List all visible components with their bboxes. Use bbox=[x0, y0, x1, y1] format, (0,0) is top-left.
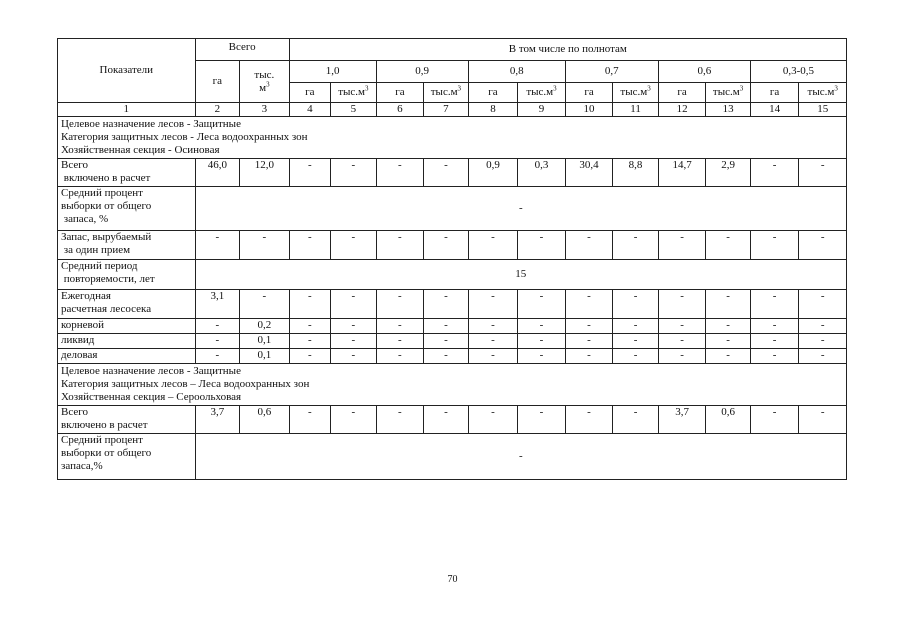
value-cell: 12,0 bbox=[240, 159, 290, 187]
column-number: 2 bbox=[195, 103, 240, 117]
value-cell: - bbox=[518, 319, 566, 334]
cubic-superscript: 3 bbox=[739, 84, 744, 93]
header-ha: га bbox=[195, 61, 240, 103]
value-cell: - bbox=[376, 349, 424, 364]
value-cell: 46,0 bbox=[195, 159, 240, 187]
value-cell: - bbox=[706, 334, 751, 349]
header-th-m3 bbox=[706, 83, 751, 103]
unit-label: тыс.м bbox=[526, 86, 554, 98]
value-cell: - bbox=[750, 319, 799, 334]
value-cell: - bbox=[376, 231, 424, 260]
value-cell: - bbox=[799, 159, 847, 187]
value-cell: 0,6 bbox=[240, 406, 290, 434]
row-label bbox=[58, 260, 196, 290]
column-number: 1 bbox=[58, 103, 196, 117]
value-cell: - bbox=[195, 349, 240, 364]
value-cell: - bbox=[613, 334, 659, 349]
row-label-line: расчетная лесосека bbox=[61, 303, 152, 315]
value-cell: 14,7 bbox=[658, 159, 706, 187]
value-cell: - bbox=[331, 159, 377, 187]
value-cell: - bbox=[424, 406, 469, 434]
value-cell: - bbox=[658, 231, 706, 260]
value-cell: 0,6 bbox=[706, 406, 751, 434]
row-label bbox=[58, 290, 196, 319]
cubic-superscript: 3 bbox=[457, 84, 462, 93]
value-cell: - bbox=[289, 159, 330, 187]
header-th-m3 bbox=[799, 83, 847, 103]
unit-label: тыс.м bbox=[338, 86, 366, 98]
value-cell: 0,9 bbox=[468, 159, 518, 187]
row-label bbox=[58, 159, 196, 187]
value-cell: - bbox=[195, 231, 240, 260]
value-cell: - bbox=[240, 231, 290, 260]
merged-value: - bbox=[195, 187, 846, 231]
value-cell: - bbox=[565, 349, 613, 364]
column-number: 12 bbox=[658, 103, 706, 117]
sub-row bbox=[58, 319, 847, 334]
row-label-line: повторяемости, лет bbox=[61, 273, 155, 285]
value-cell: - bbox=[750, 159, 799, 187]
column-number: 14 bbox=[750, 103, 799, 117]
header-row bbox=[58, 39, 847, 61]
value-cell: - bbox=[376, 334, 424, 349]
row-label bbox=[58, 434, 196, 480]
row-label-line: Всего bbox=[61, 159, 88, 171]
cubic-superscript: 3 bbox=[647, 84, 651, 93]
annual-row bbox=[58, 290, 847, 319]
row-label-line: выборки от общего bbox=[61, 200, 152, 212]
value-cell: - bbox=[658, 349, 706, 364]
value-cell: - bbox=[799, 406, 847, 434]
sub-row bbox=[58, 349, 847, 364]
header-including: В том числе по полнотам bbox=[289, 39, 846, 61]
value-cell: - bbox=[518, 231, 566, 260]
value-cell: - bbox=[750, 290, 799, 319]
header-th-m3 bbox=[331, 83, 377, 103]
unit-label: тыс.м bbox=[620, 86, 648, 98]
row-label-line: Средний процент bbox=[61, 187, 143, 199]
value-cell: - bbox=[750, 334, 799, 349]
row-label bbox=[58, 406, 196, 434]
column-number: 3 bbox=[240, 103, 290, 117]
row-label-line: запаса, % bbox=[61, 213, 109, 225]
value-cell: - bbox=[658, 319, 706, 334]
value-cell: 30,4 bbox=[565, 159, 613, 187]
value-cell: - bbox=[195, 334, 240, 349]
value-cell: - bbox=[240, 290, 290, 319]
value-cell: - bbox=[750, 406, 799, 434]
value-cell: - bbox=[331, 319, 377, 334]
value-cell: - bbox=[468, 231, 518, 260]
column-number: 13 bbox=[706, 103, 751, 117]
value-cell: - bbox=[799, 290, 847, 319]
row-label bbox=[58, 187, 196, 231]
value-cell: - bbox=[424, 319, 469, 334]
section-header bbox=[58, 364, 847, 406]
cubic-superscript: 3 bbox=[834, 84, 838, 93]
header-density: 0,6 bbox=[658, 61, 750, 83]
value-cell: 3,7 bbox=[658, 406, 706, 434]
section-header-row bbox=[58, 117, 847, 159]
row-label-line: Категория защитных лесов – Леса водоохранных зон bbox=[61, 378, 310, 390]
value-cell: - bbox=[376, 290, 424, 319]
header-total: Всего bbox=[195, 39, 289, 61]
header-density: 0,3-0,5 bbox=[750, 61, 846, 83]
value-cell: - bbox=[518, 290, 566, 319]
header-ha: га bbox=[565, 83, 613, 103]
row-label-line: Ежегодная bbox=[61, 290, 111, 302]
total-row bbox=[58, 406, 847, 434]
value-cell: - bbox=[424, 334, 469, 349]
value-cell: - bbox=[613, 406, 659, 434]
value-cell: - bbox=[289, 334, 330, 349]
column-number: 4 bbox=[289, 103, 330, 117]
column-number: 8 bbox=[468, 103, 518, 117]
row-label-line: Категория защитных лесов - Леса водоохранных зон bbox=[61, 131, 308, 143]
header-th-m3 bbox=[518, 83, 566, 103]
value-cell: - bbox=[376, 406, 424, 434]
section-header bbox=[58, 117, 847, 159]
row-label-line: включено в расчет bbox=[61, 172, 151, 184]
value-cell: 3,7 bbox=[195, 406, 240, 434]
page-number: 70 bbox=[447, 574, 458, 585]
value-cell: - bbox=[331, 290, 377, 319]
row-label-line: Средний процент bbox=[61, 434, 143, 446]
value-cell: 0,1 bbox=[240, 334, 290, 349]
value-cell: - bbox=[799, 319, 847, 334]
row-label-line: Всего bbox=[61, 406, 88, 418]
value-cell: - bbox=[468, 334, 518, 349]
value-cell: - bbox=[518, 349, 566, 364]
value-cell: - bbox=[565, 319, 613, 334]
forest-stats-table bbox=[57, 38, 847, 480]
row-label-line: за один прием bbox=[61, 244, 131, 256]
cubic-superscript: 3 bbox=[266, 79, 270, 88]
column-number: 9 bbox=[518, 103, 566, 117]
sub-row bbox=[58, 334, 847, 349]
value-cell: - bbox=[424, 349, 469, 364]
value-cell: - bbox=[706, 231, 751, 260]
value-cell: - bbox=[289, 290, 330, 319]
value-cell: - bbox=[750, 231, 799, 260]
avg-percent-row bbox=[58, 187, 847, 231]
value-cell: - bbox=[799, 334, 847, 349]
unit-label: тыс.м bbox=[712, 86, 740, 98]
merged-value: - bbox=[195, 434, 846, 480]
header-density: 0,7 bbox=[565, 61, 658, 83]
value-cell: - bbox=[799, 349, 847, 364]
value-cell: - bbox=[331, 334, 377, 349]
unit-m: м bbox=[259, 81, 267, 94]
unit-th: тыс. bbox=[254, 68, 275, 81]
cubic-superscript: 3 bbox=[365, 84, 369, 93]
stock-row bbox=[58, 231, 847, 260]
value-cell: - bbox=[468, 406, 518, 434]
row-label: корневой bbox=[58, 319, 196, 334]
row-label-line: Хозяйственная секция – Сероольховая bbox=[61, 391, 242, 403]
value-cell: - bbox=[424, 231, 469, 260]
value-cell: - bbox=[424, 290, 469, 319]
value-cell: - bbox=[289, 406, 330, 434]
row-label-line: Хозяйственная секция - Осиновая bbox=[61, 144, 220, 156]
value-cell: 0,3 bbox=[518, 159, 566, 187]
value-cell: - bbox=[518, 334, 566, 349]
header-ha: га bbox=[289, 83, 330, 103]
row-label-line: Средний период bbox=[61, 260, 138, 272]
header-density: 0,8 bbox=[468, 61, 565, 83]
row-label-line: Запас, вырубаемый bbox=[61, 231, 152, 243]
value-cell: - bbox=[468, 349, 518, 364]
value-cell: - bbox=[289, 349, 330, 364]
value-cell: - bbox=[331, 406, 377, 434]
column-number: 10 bbox=[565, 103, 613, 117]
value-cell: - bbox=[195, 319, 240, 334]
value-cell: 2,9 bbox=[706, 159, 751, 187]
value-cell: - bbox=[658, 290, 706, 319]
unit-label: тыс.м bbox=[430, 86, 458, 98]
value-cell: - bbox=[750, 349, 799, 364]
value-cell: - bbox=[799, 231, 847, 260]
value-cell: 8,8 bbox=[613, 159, 659, 187]
header-density: 0,9 bbox=[376, 61, 468, 83]
value-cell: - bbox=[518, 406, 566, 434]
column-number: 6 bbox=[376, 103, 424, 117]
section-header-row bbox=[58, 364, 847, 406]
value-cell: - bbox=[331, 231, 377, 260]
header-ha: га bbox=[750, 83, 799, 103]
value-cell: - bbox=[613, 349, 659, 364]
row-label-line: выборки от общего bbox=[61, 447, 152, 459]
header-density: 1,0 bbox=[289, 61, 376, 83]
value-cell: - bbox=[565, 406, 613, 434]
value-cell: - bbox=[468, 319, 518, 334]
value-cell: - bbox=[565, 231, 613, 260]
header-th-m3 bbox=[613, 83, 659, 103]
header-ha: га bbox=[468, 83, 518, 103]
value-cell: - bbox=[613, 231, 659, 260]
column-number: 5 bbox=[331, 103, 377, 117]
cubic-superscript: 3 bbox=[553, 84, 557, 93]
period-row bbox=[58, 260, 847, 290]
value-cell: - bbox=[706, 319, 751, 334]
value-cell: - bbox=[331, 349, 377, 364]
value-cell: - bbox=[376, 319, 424, 334]
avg-percent-row bbox=[58, 434, 847, 480]
merged-value: 15 bbox=[195, 260, 846, 290]
row-label-line: Целевое назначение лесов - Защитные bbox=[61, 118, 241, 130]
value-cell: - bbox=[565, 334, 613, 349]
value-cell: - bbox=[376, 159, 424, 187]
column-number: 7 bbox=[424, 103, 469, 117]
header-th-m3 bbox=[240, 61, 290, 103]
column-numbers-row bbox=[58, 103, 847, 117]
value-cell: - bbox=[289, 231, 330, 260]
row-label-line: включено в расчет bbox=[61, 419, 148, 431]
row-label bbox=[58, 231, 196, 260]
value-cell: - bbox=[613, 319, 659, 334]
value-cell: 0,1 bbox=[240, 349, 290, 364]
row-label-line: Целевое назначение лесов - Защитные bbox=[61, 365, 241, 377]
value-cell: - bbox=[613, 290, 659, 319]
row-label: ликвид bbox=[58, 334, 196, 349]
value-cell: - bbox=[565, 290, 613, 319]
value-cell: - bbox=[424, 159, 469, 187]
header-ha: га bbox=[376, 83, 424, 103]
row-label-line: запаса,% bbox=[61, 460, 103, 472]
header-th-m3 bbox=[424, 83, 469, 103]
value-cell: - bbox=[706, 349, 751, 364]
header-ha: га bbox=[658, 83, 706, 103]
header-indicators: Показатели bbox=[58, 39, 196, 103]
column-number: 11 bbox=[613, 103, 659, 117]
value-cell: - bbox=[658, 334, 706, 349]
unit-m3 bbox=[243, 79, 286, 95]
unit-label: тыс.м bbox=[807, 86, 835, 98]
value-cell: 0,2 bbox=[240, 319, 290, 334]
value-cell: - bbox=[468, 290, 518, 319]
value-cell: 3,1 bbox=[195, 290, 240, 319]
value-cell: - bbox=[706, 290, 751, 319]
row-label: деловая bbox=[58, 349, 196, 364]
column-number: 15 bbox=[799, 103, 847, 117]
total-row bbox=[58, 159, 847, 187]
value-cell: - bbox=[289, 319, 330, 334]
